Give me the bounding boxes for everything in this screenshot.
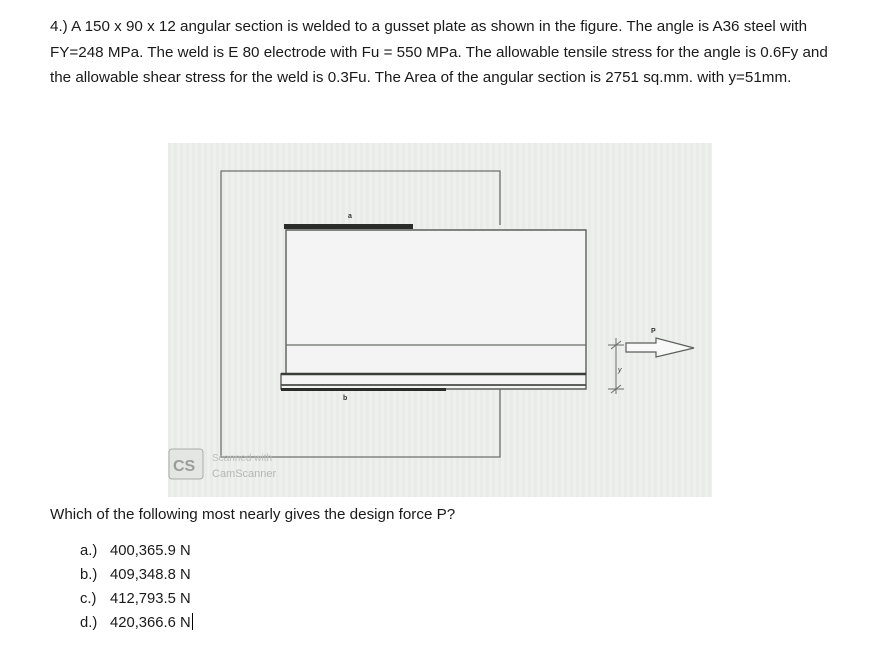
text-cursor [192, 613, 193, 630]
choice-letter: d.) [80, 615, 98, 631]
watermark-line1: Scanned with [212, 453, 273, 464]
choice-d [80, 611, 193, 635]
choice-letter: c.) [80, 591, 97, 607]
angle-section-outline [281, 230, 586, 389]
label-y: y [618, 367, 622, 374]
answer-choices [80, 539, 193, 635]
label-b: b [343, 395, 348, 402]
choice-letter: a.) [80, 543, 98, 559]
problem-statement: 4.) A 150 x 90 x 12 angular section is welded to a gusset plate as shown in the figure. The angle is A36 steel with FY=248 MPa. The weld is E 80 electrode with Fu = 550 MPa. The allowable tensile stress for the angle is 0.6Fy and the allowable shear stress for the weld is 0.3Fu. The Area of the angular section is 2751 sq.mm. with y=51mm. [50, 18, 828, 86]
label-a: a [348, 213, 352, 220]
weld-figure [168, 143, 712, 497]
choice-value: 409,348.8 N [110, 567, 191, 583]
choice-value: 412,793.5 N [110, 591, 191, 607]
choice-c [80, 587, 193, 611]
question-text: Which of the following most nearly gives the design force P? [50, 506, 456, 523]
choice-letter: b.) [80, 567, 98, 583]
choice-value: 420,366.6 N [110, 615, 191, 631]
choice-value: 400,365.9 N [110, 543, 191, 559]
camscanner-badge-text: CS [173, 458, 196, 475]
weld-a [284, 224, 413, 229]
choice-b [80, 563, 193, 587]
watermark-line2: CamScanner [212, 468, 277, 480]
label-p: P [651, 328, 656, 335]
weld-b [281, 388, 446, 391]
weld-diagram [168, 143, 712, 497]
choice-a [80, 539, 193, 563]
